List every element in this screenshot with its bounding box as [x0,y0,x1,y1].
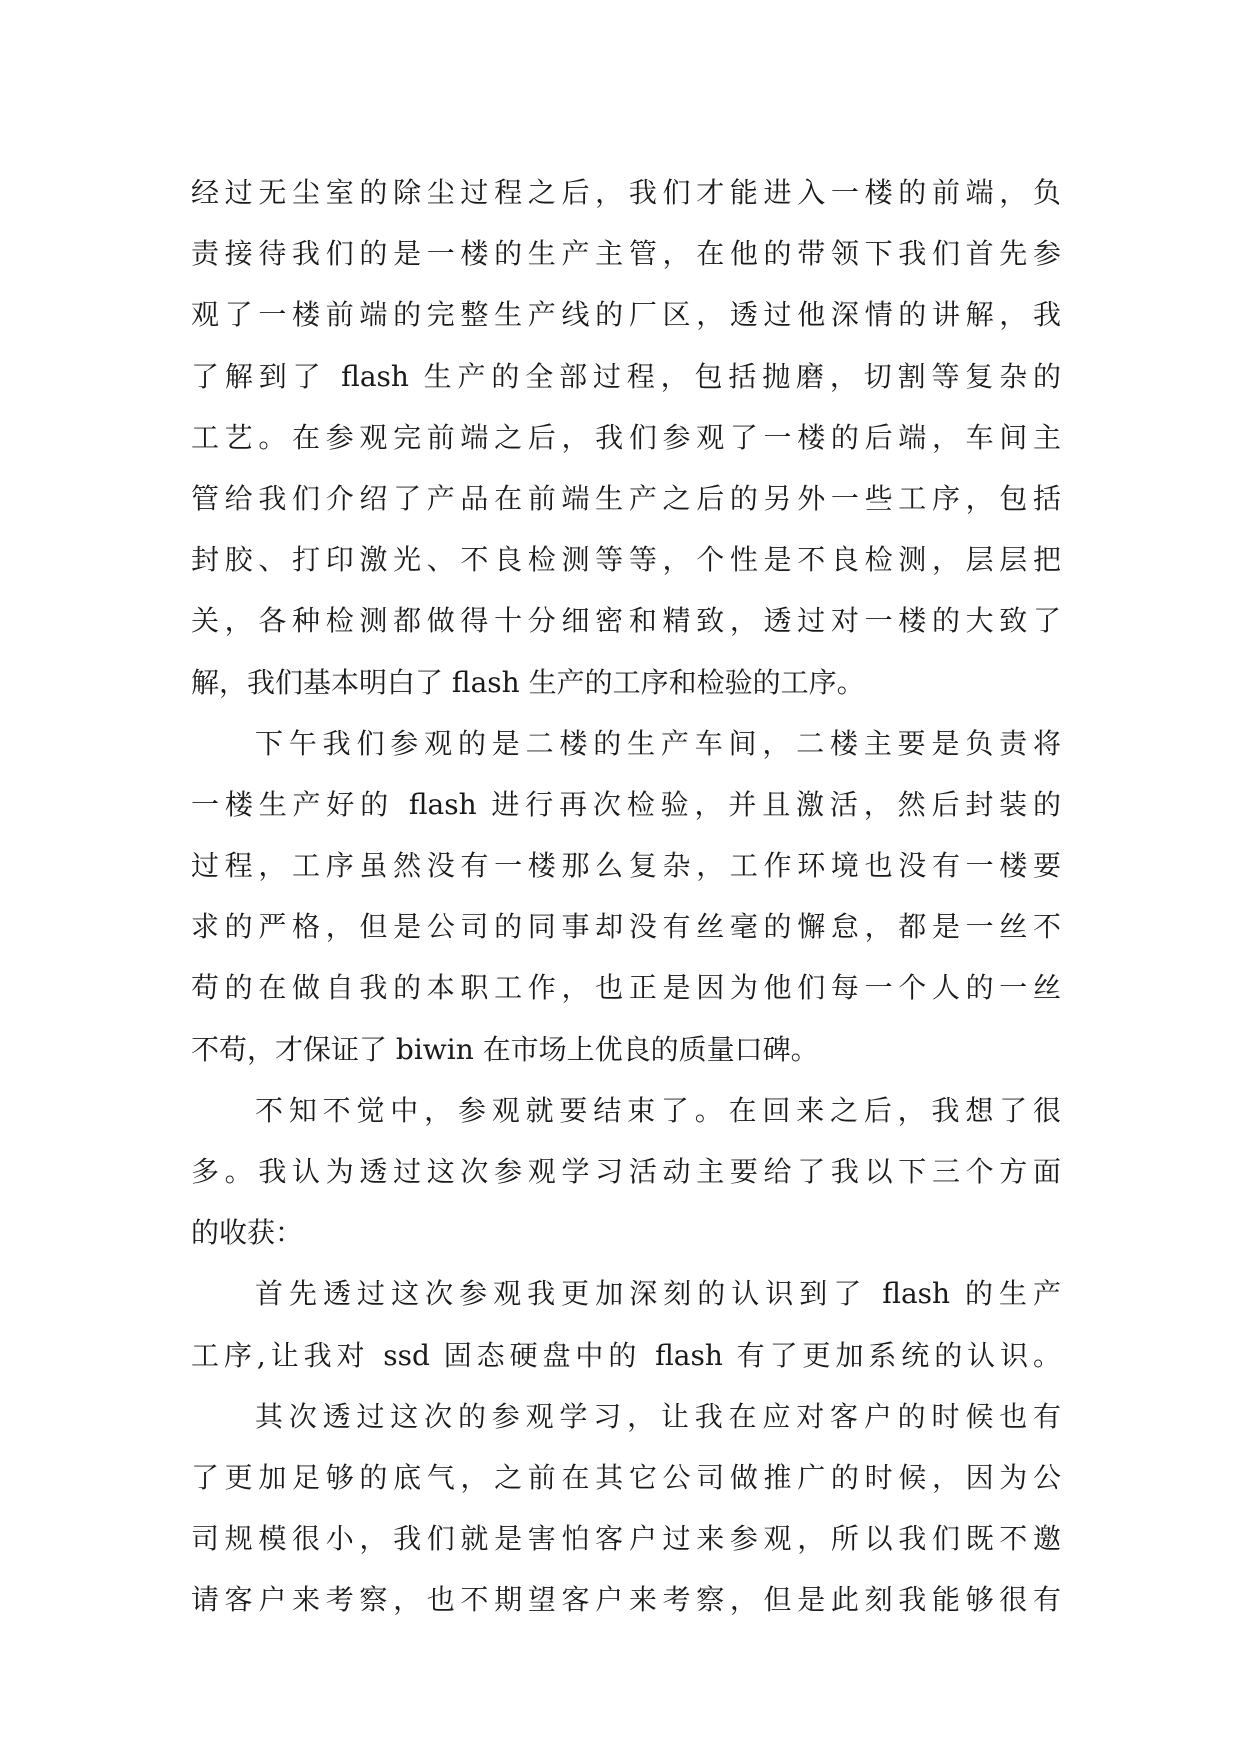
text-line: 司规模很小，我们就是害怕客户过来参观，所以我们既不邀 [191,1522,1061,1556]
text-line: 求的严格，但是公司的同事却没有丝毫的懈怠，都是一丝不 [191,910,1061,944]
paragraph-first-line: 首先透过这次参观我更加深刻的认识到了 flash 的生产 [255,1277,1061,1311]
text-line: 封胶、打印激光、不良检测等等，个性是不良检测，层层把 [191,543,1061,577]
text-line: 工序,让我对 ssd 固态硬盘中的 flash 有了更加系统的认识。 [191,1338,1061,1372]
text-line: 关，各种检测都做得十分细密和精致，透过对一楼的大致了 [191,604,1061,638]
text-line: 管给我们介绍了产品在前端生产之后的另外一些工序，包括 [191,481,1061,515]
text-line: 工艺。在参观完前端之后，我们参观了一楼的后端，车间主 [191,420,1061,454]
text-line: 了解到了 flash 生产的全部过程，包括抛磨，切割等复杂的 [191,359,1061,393]
text-line: 了更加足够的底气，之前在其它公司做推广的时候，因为公 [191,1460,1061,1494]
text-line: 不苟，才保证了 biwin 在市场上优良的质量口碑。 [191,1032,819,1066]
text-line: 经过无尘室的除尘过程之后，我们才能进入一楼的前端，负 [191,176,1061,209]
text-line: 一楼生产好的 flash 进行再次检验，并且激活，然后封装的 [191,787,1061,821]
text-line: 的收获： [191,1216,304,1250]
text-line: 请客户来考察，也不期望客户来考察，但是此刻我能够很有 [191,1583,1061,1617]
text-line: 苟的在做自我的本职工作，也正是因为他们每一个人的一丝 [191,971,1061,1005]
text-line: 责接待我们的是一楼的生产主管，在他的带领下我们首先参 [191,237,1061,271]
paragraph-first-line: 不知不觉中，参观就要结束了。在回来之后，我想了很 [255,1093,1061,1127]
paragraph-first-line: 其次透过这次的参观学习，让我在应对客户的时候也有 [255,1399,1061,1433]
text-line: 解，我们基本明白了 flash 生产的工序和检验的工序。 [191,665,865,699]
body-text [191,162,1061,1631]
paragraph-first-line: 下午我们参观的是二楼的生产车间，二楼主要是负责将 [255,726,1061,760]
text-line: 多。我认为透过这次参观学习活动主要给了我以下三个方面 [191,1155,1061,1188]
text-line: 过程，工序虽然没有一楼那么复杂，工作环境也没有一楼要 [191,849,1061,883]
text-line: 观了一楼前端的完整生产线的厂区，透过他深情的讲解，我 [191,298,1061,332]
